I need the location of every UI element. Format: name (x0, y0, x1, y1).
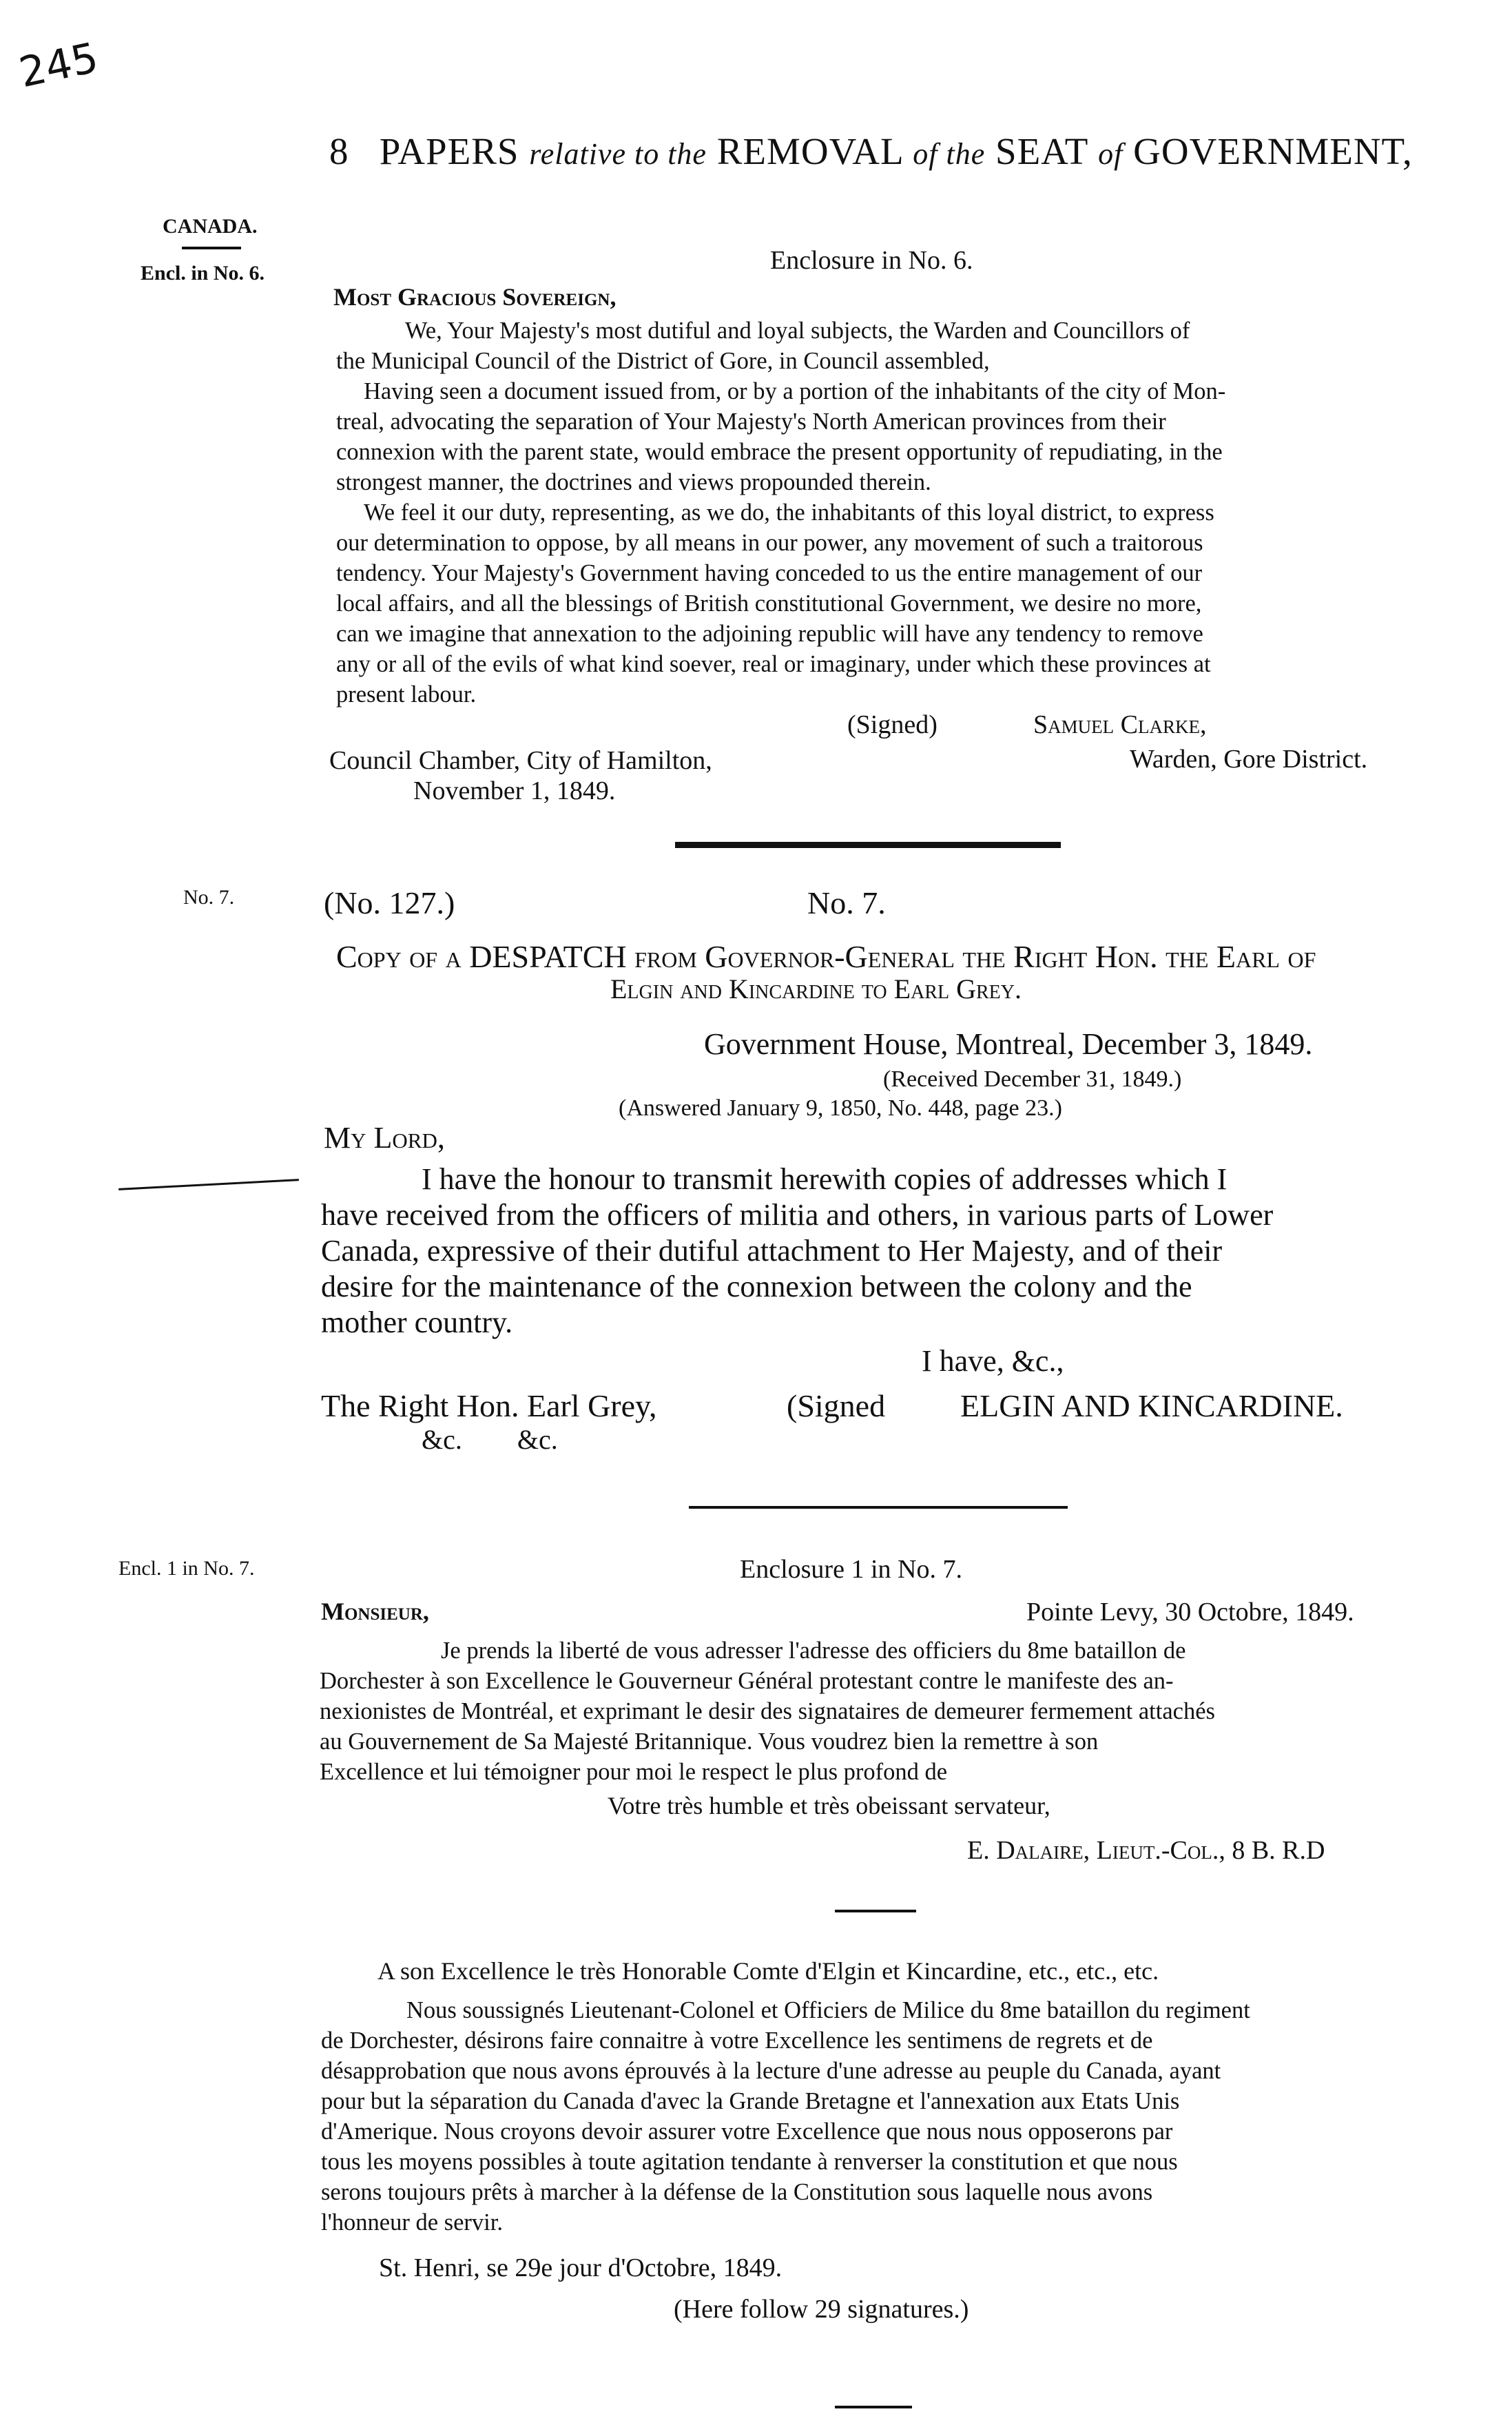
despatch-closing: I have, &c., (922, 1344, 1064, 1378)
address-line: Nous soussignés Lieutenant-Colonel et Officiers de Milice du 8me bataillon du regiment (406, 1997, 1250, 2023)
enclosure6-line: any or all of the evils of what kind soever, real or imaginary, under which these provinces at (336, 651, 1211, 677)
address-line: serons toujours prêts à marcher à la défense de la Constitution sous laquelle nous avons (321, 2179, 1153, 2205)
address-body (321, 1995, 1442, 2238)
enclosure6-line: tendency. Your Majesty's Government having conceded to us the entire management of our (336, 560, 1203, 586)
address-heading: A son Excellence le très Honorable Comte d'Elgin et Kincardine, etc., etc., etc. (377, 1957, 1159, 1985)
address-line: tous les moyens possibles à toute agitation tendante à renverser la constitution et que nous (321, 2149, 1178, 2175)
despatch-signed-mark: (Signed (787, 1388, 886, 1423)
enclosure6-line: strongest manner, the doctrines and views propounded therein. (336, 469, 931, 495)
enclosure6-date: November 1, 1849. (413, 776, 616, 805)
despatch-location-date: Government House, Montreal, December 3, 1849. (704, 1027, 1313, 1061)
enclosure6-line: We, Your Majesty's most dutiful and loyal subjects, the Warden and Councillors of (405, 318, 1190, 344)
enclosure7-heading: Enclosure 1 in No. 7. (740, 1555, 962, 1584)
margin-pen-stroke (118, 1179, 299, 1190)
despatch-line: have received from the officers of militia and others, in various parts of Lower (321, 1198, 1274, 1232)
header-word-seat: SEAT (995, 130, 1088, 172)
enclosure6-heading: Enclosure in No. 6. (770, 246, 973, 275)
margin-note-no7: No. 7. (183, 886, 235, 909)
enclosure6-salutation: Most Gracious Sovereign, (333, 283, 617, 311)
enclosure6-line: can we imagine that annexation to the adjoining republic will have any tendency to remove (336, 621, 1203, 647)
address-line: désapprobation que nous avons éprouvés à la lecture d'une adresse au peuple du Canada, ayant (321, 2058, 1221, 2084)
enclosure7-line: au Gouvernement de Sa Majesté Britannique. Vous voudrez bien la remettre à son (320, 1728, 1099, 1755)
header-word-government: GOVERNMENT, (1133, 130, 1413, 172)
enclosure6-line: the Municipal Council of the District of Gore, in Council assembled, (336, 348, 990, 374)
despatch-addressee: The Right Hon. Earl Grey, (321, 1388, 657, 1423)
address-place-date: St. Henri, se 29e jour d'Octobre, 1849. (379, 2253, 783, 2282)
despatch-line: desire for the maintenance of the connexion between the colony and the (321, 1270, 1192, 1303)
margin-note-encl-no6: Encl. in No. 6. (141, 262, 265, 285)
enclosure7-place-date: Pointe Levy, 30 Octobre, 1849. (1026, 1598, 1354, 1627)
enclosure6-signer-name: Samuel Clarke, (1033, 710, 1207, 739)
header-word-removal: REMOVAL (716, 130, 903, 172)
enclosure6-place: Council Chamber, City of Hamilton, (329, 746, 712, 775)
header-word-relative: relative to the (529, 137, 707, 171)
despatch-title-line2: Elgin and Kincardine to Earl Grey. (610, 973, 1022, 1004)
address-line: de Dorchester, désirons faire connaitre à votre Excellence les sentimens de regrets et de (321, 2027, 1153, 2054)
short-divider (835, 1910, 916, 1912)
margin-note-encl1-no7: Encl. 1 in No. 7. (118, 1557, 255, 1580)
page-number: 8 (329, 130, 349, 172)
enclosure6-line: local affairs, and all the blessings of British constitutional Government, we desire no more, (336, 590, 1202, 617)
enclosure6-signer-title: Warden, Gore District. (1130, 745, 1368, 774)
despatch-addressee-etc: &c. &c. (422, 1424, 558, 1455)
despatch-title-line1: Copy of a DESPATCH from Governor-General the Right Hon. the Earl of (336, 939, 1316, 974)
section-divider (689, 1506, 1068, 1509)
enclosure6-line: treal, advocating the separation of Your Majesty's North American provinces from their (336, 409, 1166, 435)
enclosure7-line: Excellence et lui témoigner pour moi le respect le plus profond de (320, 1759, 948, 1785)
address-line: pour but la séparation du Canada d'avec la Grande Bretagne et l'annexation aux Etats Unis (321, 2088, 1180, 2114)
enclosure7-line: Dorchester à son Excellence le Gouverneur Général protestant contre le manifeste des an- (320, 1668, 1174, 1694)
despatch-signer: ELGIN AND KINCARDINE. (960, 1388, 1343, 1423)
enclosure7-signature: E. Dalaire, Lieut.-Col., 8 B. R.D (967, 1836, 1325, 1865)
despatch-body (321, 1162, 1445, 1341)
despatch-left-number: (No. 127.) (324, 885, 455, 920)
despatch-number: No. 7. (807, 885, 886, 920)
despatch-line: I have the honour to transmit herewith copies of addresses which I (422, 1162, 1228, 1196)
enclosure7-line: Je prends la liberté de vous adresser l'adresse des officiers du 8me bataillon de (441, 1638, 1186, 1664)
enclosure7-body (320, 1635, 1441, 1787)
enclosure6-line: connexion with the parent state, would embrace the present opportunity of repudiating, in the (336, 439, 1223, 465)
enclosure7-closing: Votre très humble et très obeissant servateur, (608, 1792, 1050, 1819)
enclosure6-line: We feel it our duty, representing, as we do, the inhabitants of this loyal district, to express (364, 499, 1214, 526)
despatch-line: mother country. (321, 1305, 513, 1339)
despatch-salutation: My Lord, (324, 1121, 445, 1155)
address-signatures-note: (Here follow 29 signatures.) (674, 2295, 969, 2324)
enclosure6-line: Having seen a document issued from, or by a portion of the inhabitants of the city of Mon- (364, 378, 1226, 404)
despatch-received: (Received December 31, 1849.) (883, 1066, 1182, 1092)
despatch-line: Canada, expressive of their dutiful attachment to Her Majesty, and of their (321, 1234, 1223, 1268)
enclosure6-line: present labour. (336, 681, 477, 708)
address-line: d'Amerique. Nous croyons devoir assurer votre Excellence que nous nous opposerons par (321, 2118, 1173, 2145)
header-word-papers: PAPERS (379, 130, 519, 172)
enclosure6-signed-mark: (Signed) (847, 710, 938, 739)
running-header (329, 130, 1413, 173)
despatch-answered: (Answered January 9, 1850, No. 448, page 23.) (619, 1095, 1062, 1121)
enclosure6-line: our determination to oppose, by all means in our power, any movement of such a traitorous (336, 530, 1203, 556)
margin-rule (182, 247, 241, 249)
handwritten-page-mark: 245 (14, 33, 103, 98)
enclosure7-line: nexionistes de Montréal, et exprimant le desir des signataires de demeurer fermement attachés (320, 1698, 1215, 1724)
margin-note-canada: CANADA. (163, 215, 258, 238)
enclosure7-salutation: Monsieur, (321, 1598, 429, 1625)
short-divider (835, 2406, 912, 2408)
address-line: l'honneur de servir. (321, 2209, 503, 2236)
section-divider (675, 842, 1061, 848)
header-word-of: of (1098, 137, 1123, 171)
header-word-of-the: of the (913, 137, 986, 171)
enclosure6-body (336, 316, 1444, 710)
